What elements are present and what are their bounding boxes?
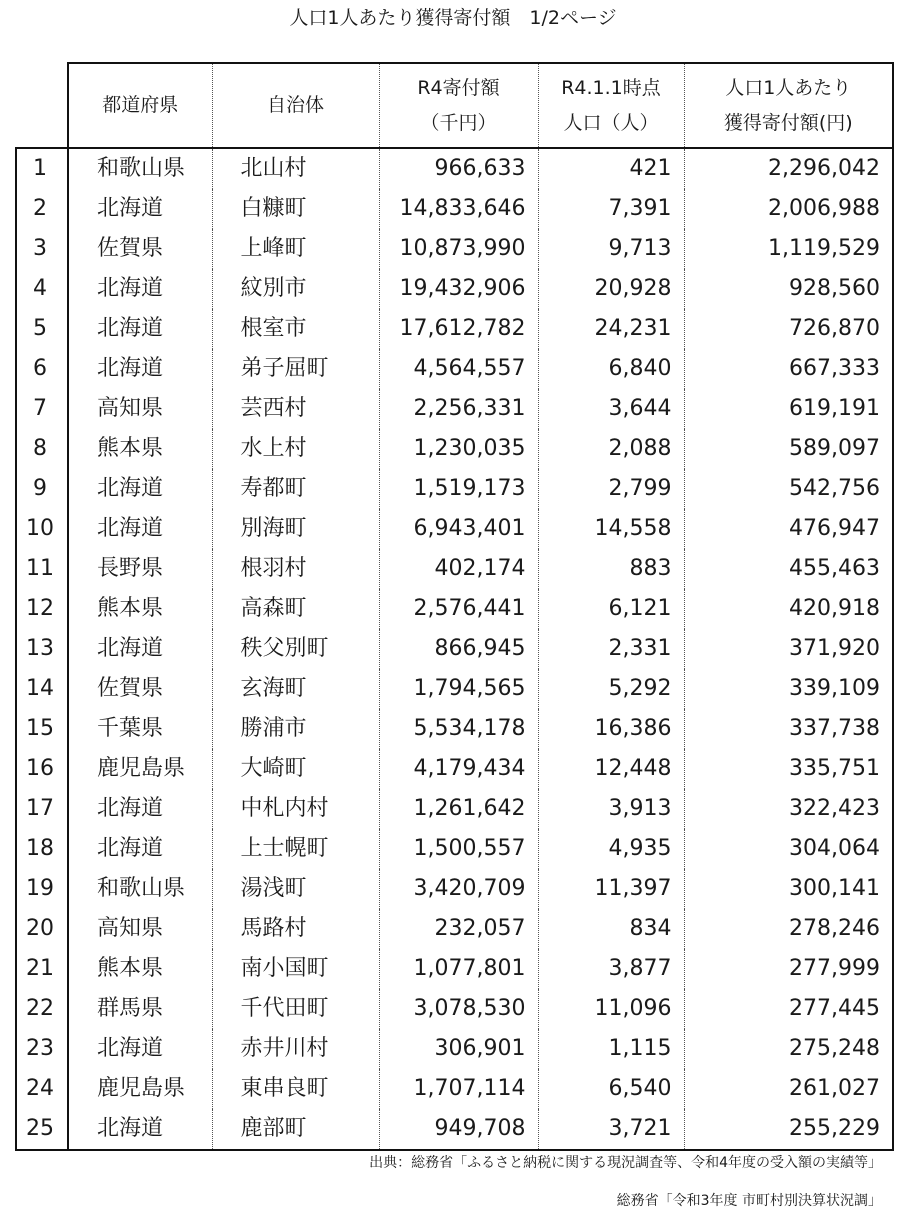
table-row [16, 909, 893, 949]
rank-cell: 23 [16, 1029, 68, 1069]
population-cell: 6,121 [538, 589, 684, 629]
municipality-cell: 赤井川村 [212, 1029, 379, 1069]
table-row [16, 989, 893, 1029]
prefecture-cell: 高知県 [68, 389, 212, 429]
per-capita-cell: 371,920 [684, 629, 893, 669]
table-row [16, 709, 893, 749]
prefecture-cell: 北海道 [68, 349, 212, 389]
per-capita-cell: 337,738 [684, 709, 893, 749]
donation-cell: 1,077,801 [379, 949, 538, 989]
prefecture-cell: 佐賀県 [68, 229, 212, 269]
prefecture-cell: 千葉県 [68, 709, 212, 749]
donation-cell: 14,833,646 [379, 189, 538, 229]
prefecture-cell: 和歌山県 [68, 148, 212, 189]
rank-cell: 14 [16, 669, 68, 709]
population-cell: 3,644 [538, 389, 684, 429]
prefecture-cell: 北海道 [68, 469, 212, 509]
header-prefecture: 都道府県 [68, 63, 212, 148]
prefecture-cell: 北海道 [68, 509, 212, 549]
prefecture-cell: 鹿児島県 [68, 1069, 212, 1109]
population-cell: 6,840 [538, 349, 684, 389]
per-capita-cell: 619,191 [684, 389, 893, 429]
municipality-cell: 勝浦市 [212, 709, 379, 749]
per-capita-cell: 275,248 [684, 1029, 893, 1069]
rank-cell: 24 [16, 1069, 68, 1109]
prefecture-cell: 北海道 [68, 629, 212, 669]
rank-cell: 18 [16, 829, 68, 869]
donation-cell: 966,633 [379, 148, 538, 189]
municipality-cell: 根室市 [212, 309, 379, 349]
population-cell: 5,292 [538, 669, 684, 709]
population-cell: 20,928 [538, 269, 684, 309]
donation-cell: 1,794,565 [379, 669, 538, 709]
rank-cell: 25 [16, 1109, 68, 1150]
municipality-cell: 北山村 [212, 148, 379, 189]
per-capita-cell: 726,870 [684, 309, 893, 349]
table-row [16, 148, 893, 189]
municipality-cell: 紋別市 [212, 269, 379, 309]
table-row [16, 629, 893, 669]
population-cell: 2,088 [538, 429, 684, 469]
donation-cell: 5,534,178 [379, 709, 538, 749]
municipality-cell: 弟子屈町 [212, 349, 379, 389]
prefecture-cell: 熊本県 [68, 949, 212, 989]
municipality-cell: 上士幌町 [212, 829, 379, 869]
donation-cell: 17,612,782 [379, 309, 538, 349]
table-row [16, 549, 893, 589]
rank-cell: 17 [16, 789, 68, 829]
rank-cell: 5 [16, 309, 68, 349]
table-row [16, 589, 893, 629]
table-row [16, 509, 893, 549]
municipality-cell: 湯浅町 [212, 869, 379, 909]
donation-cell: 866,945 [379, 629, 538, 669]
prefecture-cell: 熊本県 [68, 429, 212, 469]
per-capita-cell: 476,947 [684, 509, 893, 549]
per-capita-cell: 339,109 [684, 669, 893, 709]
donation-cell: 1,261,642 [379, 789, 538, 829]
population-cell: 2,331 [538, 629, 684, 669]
municipality-cell: 大崎町 [212, 749, 379, 789]
table-row [16, 669, 893, 709]
rank-cell: 21 [16, 949, 68, 989]
prefecture-cell: 群馬県 [68, 989, 212, 1029]
rank-cell: 11 [16, 549, 68, 589]
population-cell: 2,799 [538, 469, 684, 509]
source-note-2: 総務省「令和3年度 市町村別決算状況調」 [616, 1193, 882, 1209]
municipality-cell: 鹿部町 [212, 1109, 379, 1150]
per-capita-cell: 335,751 [684, 749, 893, 789]
per-capita-cell: 304,064 [684, 829, 893, 869]
donation-cell: 19,432,906 [379, 269, 538, 309]
table-row [16, 269, 893, 309]
per-capita-cell: 420,918 [684, 589, 893, 629]
table-body [16, 148, 893, 1150]
header-per-capita: 人口1人あたり 獲得寄付額(円) [684, 63, 893, 148]
per-capita-cell: 278,246 [684, 909, 893, 949]
population-cell: 3,721 [538, 1109, 684, 1150]
rank-cell: 13 [16, 629, 68, 669]
donation-cell: 4,179,434 [379, 749, 538, 789]
source-note-1: 出典：総務省「ふるさと納税に関する現況調査等、令和4年度の受入額の実績等」 [369, 1155, 882, 1171]
rank-cell: 7 [16, 389, 68, 429]
table-header-row [16, 63, 893, 148]
population-cell: 1,115 [538, 1029, 684, 1069]
per-capita-cell: 928,560 [684, 269, 893, 309]
prefecture-cell: 鹿児島県 [68, 749, 212, 789]
prefecture-cell: 北海道 [68, 829, 212, 869]
municipality-cell: 玄海町 [212, 669, 379, 709]
population-cell: 11,096 [538, 989, 684, 1029]
per-capita-cell: 589,097 [684, 429, 893, 469]
population-cell: 6,540 [538, 1069, 684, 1109]
donation-cell: 1,519,173 [379, 469, 538, 509]
population-cell: 4,935 [538, 829, 684, 869]
population-cell: 24,231 [538, 309, 684, 349]
per-capita-cell: 277,999 [684, 949, 893, 989]
population-cell: 3,877 [538, 949, 684, 989]
municipality-cell: 別海町 [212, 509, 379, 549]
prefecture-cell: 北海道 [68, 309, 212, 349]
prefecture-cell: 北海道 [68, 789, 212, 829]
per-capita-cell: 667,333 [684, 349, 893, 389]
prefecture-cell: 長野県 [68, 549, 212, 589]
header-population: R4.1.1時点 人口（人） [538, 63, 684, 148]
table-row [16, 389, 893, 429]
municipality-cell: 芸西村 [212, 389, 379, 429]
municipality-cell: 千代田町 [212, 989, 379, 1029]
rank-cell: 12 [16, 589, 68, 629]
per-capita-cell: 277,445 [684, 989, 893, 1029]
table-row [16, 229, 893, 269]
population-cell: 7,391 [538, 189, 684, 229]
table-row [16, 1069, 893, 1109]
prefecture-cell: 高知県 [68, 909, 212, 949]
donation-cell: 1,500,557 [379, 829, 538, 869]
municipality-cell: 中札内村 [212, 789, 379, 829]
population-cell: 834 [538, 909, 684, 949]
municipality-cell: 上峰町 [212, 229, 379, 269]
municipality-cell: 白糠町 [212, 189, 379, 229]
prefecture-cell: 佐賀県 [68, 669, 212, 709]
municipality-cell: 高森町 [212, 589, 379, 629]
donation-cell: 402,174 [379, 549, 538, 589]
municipality-cell: 南小国町 [212, 949, 379, 989]
ranking-table [15, 62, 894, 1151]
rank-cell: 20 [16, 909, 68, 949]
table-row [16, 349, 893, 389]
per-capita-cell: 2,296,042 [684, 148, 893, 189]
donation-cell: 1,230,035 [379, 429, 538, 469]
rank-cell: 9 [16, 469, 68, 509]
table-row [16, 789, 893, 829]
rank-cell: 6 [16, 349, 68, 389]
table-row [16, 1109, 893, 1150]
population-cell: 3,913 [538, 789, 684, 829]
municipality-cell: 東串良町 [212, 1069, 379, 1109]
prefecture-cell: 北海道 [68, 1029, 212, 1069]
rank-cell: 16 [16, 749, 68, 789]
municipality-cell: 秩父別町 [212, 629, 379, 669]
table-row [16, 429, 893, 469]
table-row [16, 749, 893, 789]
rank-cell: 3 [16, 229, 68, 269]
donation-cell: 306,901 [379, 1029, 538, 1069]
header-municipality: 自治体 [212, 63, 379, 148]
municipality-cell: 水上村 [212, 429, 379, 469]
per-capita-cell: 2,006,988 [684, 189, 893, 229]
per-capita-cell: 1,119,529 [684, 229, 893, 269]
population-cell: 883 [538, 549, 684, 589]
donation-cell: 2,256,331 [379, 389, 538, 429]
table-row [16, 1029, 893, 1069]
table-row [16, 189, 893, 229]
table-row [16, 829, 893, 869]
prefecture-cell: 和歌山県 [68, 869, 212, 909]
per-capita-cell: 322,423 [684, 789, 893, 829]
population-cell: 16,386 [538, 709, 684, 749]
municipality-cell: 馬路村 [212, 909, 379, 949]
donation-cell: 3,078,530 [379, 989, 538, 1029]
header-donation: R4寄付額 （千円） [379, 63, 538, 148]
population-cell: 9,713 [538, 229, 684, 269]
municipality-cell: 寿都町 [212, 469, 379, 509]
prefecture-cell: 北海道 [68, 189, 212, 229]
donation-cell: 1,707,114 [379, 1069, 538, 1109]
rank-cell: 15 [16, 709, 68, 749]
header-rank-blank [16, 63, 68, 148]
population-cell: 421 [538, 148, 684, 189]
donation-cell: 10,873,990 [379, 229, 538, 269]
donation-cell: 949,708 [379, 1109, 538, 1150]
rank-cell: 4 [16, 269, 68, 309]
per-capita-cell: 255,229 [684, 1109, 893, 1150]
table-row [16, 949, 893, 989]
rank-cell: 19 [16, 869, 68, 909]
rank-cell: 22 [16, 989, 68, 1029]
table-row [16, 869, 893, 909]
per-capita-cell: 542,756 [684, 469, 893, 509]
donation-cell: 3,420,709 [379, 869, 538, 909]
rank-cell: 2 [16, 189, 68, 229]
municipality-cell: 根羽村 [212, 549, 379, 589]
rank-cell: 8 [16, 429, 68, 469]
prefecture-cell: 北海道 [68, 1109, 212, 1150]
donation-cell: 2,576,441 [379, 589, 538, 629]
per-capita-cell: 300,141 [684, 869, 893, 909]
population-cell: 12,448 [538, 749, 684, 789]
table-row [16, 469, 893, 509]
population-cell: 14,558 [538, 509, 684, 549]
donation-cell: 6,943,401 [379, 509, 538, 549]
per-capita-cell: 261,027 [684, 1069, 893, 1109]
donation-cell: 232,057 [379, 909, 538, 949]
page-title: 人口1人あたり獲得寄付額 1/2ページ [289, 7, 617, 29]
rank-cell: 1 [16, 148, 68, 189]
donation-cell: 4,564,557 [379, 349, 538, 389]
table-row [16, 309, 893, 349]
per-capita-cell: 455,463 [684, 549, 893, 589]
prefecture-cell: 北海道 [68, 269, 212, 309]
prefecture-cell: 熊本県 [68, 589, 212, 629]
rank-cell: 10 [16, 509, 68, 549]
population-cell: 11,397 [538, 869, 684, 909]
